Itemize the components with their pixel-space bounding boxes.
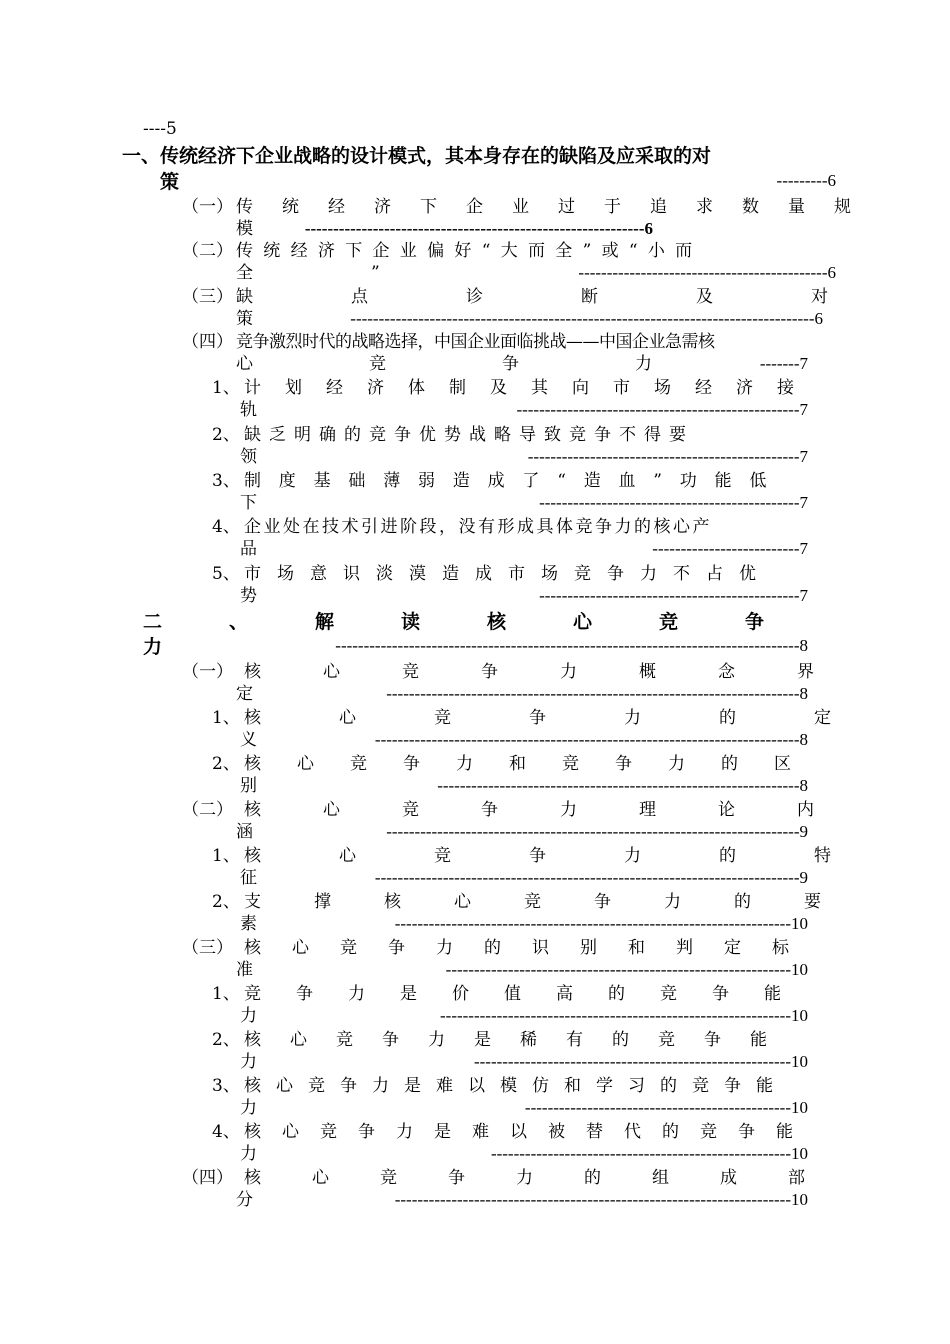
toc-item-leader: -------------------------------------------------------------------------9 xyxy=(386,822,808,841)
toc-section-2-leader: ----------------------------------------------------------------------------------8 xyxy=(335,636,808,655)
toc-item-1-2[interactable]: 传统经济下企业偏好“大而全”或“小而 xyxy=(236,241,703,261)
toc-subitem-label: 3、 xyxy=(212,1076,240,1096)
toc-item-leader: -------------------------------------------------------------10 xyxy=(445,960,808,979)
toc-item-1-3[interactable]: 缺点诊断及对 xyxy=(236,287,926,307)
toc-subitem-label: 1、 xyxy=(212,984,240,1004)
toc-item-leader: --------------------------------------------------7 xyxy=(516,400,808,419)
toc-item-cont: 势 xyxy=(240,586,257,606)
toc-item-cont: 全” xyxy=(236,263,498,283)
toc-item-1-1[interactable] xyxy=(236,196,851,218)
toc-item-leader: ----------------------------------------------------------------------10 xyxy=(394,914,808,933)
toc-item-cont: 征 xyxy=(240,868,257,888)
toc-item-1-4[interactable]: 竞争激烈时代的战略选择，中国企业面临挑战——中国企业急需核 xyxy=(236,332,715,352)
toc-subitem-2-3-3[interactable]: 核心竞争力是难以模仿和学习的竞争能 xyxy=(244,1076,788,1096)
toc-subitem-1-4-3[interactable]: 制度基础薄弱造成了“造血”功能低 xyxy=(244,471,785,491)
toc-subitem-label: 2、 xyxy=(212,754,240,774)
toc-item-2-2[interactable]: 核心竞争力理论内 xyxy=(244,800,876,820)
toc-item-cont: 下 xyxy=(240,493,257,513)
toc-item-leader: ---------------------------------------------------------------------------9 xyxy=(374,868,808,887)
toc-subitem-1-4-2[interactable]: 缺乏明确的竞争优势战略导致竞争不得要 xyxy=(244,425,694,445)
toc-item-cont: 心竞争力 xyxy=(236,354,768,374)
toc-top-page-ref: ----5 xyxy=(143,119,177,139)
toc-subitem-2-3-4[interactable]: 核心竞争力是难以被替代的竞争能 xyxy=(244,1122,814,1142)
toc-item-label: （二） xyxy=(182,241,233,261)
toc-item-leader: -------7 xyxy=(759,354,808,373)
toc-item-leader: ---------------------------------------------------------------------------8 xyxy=(374,730,808,749)
toc-subitem-label: 4、 xyxy=(212,517,240,537)
toc-subitem-label: 5、 xyxy=(212,564,240,584)
toc-item-leader: ------------------------------------------------7 xyxy=(527,447,808,466)
toc-item-label: （三） xyxy=(182,287,233,307)
toc-subitem-label: 1、 xyxy=(212,378,240,398)
toc-subitem-label: 3、 xyxy=(212,471,240,491)
toc-subitem-2-1-2[interactable]: 核心竞争力和竞争力的区 xyxy=(244,754,827,774)
toc-item-label: （三） xyxy=(182,938,233,958)
toc-item-cont: 轨 xyxy=(240,400,257,420)
toc-item-leader: ----------------------------------------------7 xyxy=(539,586,808,605)
toc-subitem-1-4-5[interactable]: 市场意识淡漠造成市场竞争力不占优 xyxy=(244,564,772,584)
toc-item-label: （四） xyxy=(182,1168,233,1188)
toc-item-label: （一） xyxy=(182,662,233,682)
toc-item-cont: 力 xyxy=(240,1144,257,1164)
toc-item-label: （一） xyxy=(182,197,233,217)
toc-item-leader: -----------------------------------------------------10 xyxy=(490,1144,808,1163)
toc-item-2-1[interactable]: 核心竞争力概念界 xyxy=(244,662,876,682)
toc-item-label: （二） xyxy=(182,800,233,820)
toc-item-cont: 定 xyxy=(236,684,253,704)
toc-subitem-2-3-2[interactable]: 核心竞争力是稀有的竞争能 xyxy=(244,1030,796,1050)
toc-item-cont: 涵 xyxy=(236,822,253,842)
toc-item-leader: ----------------------------------------------------------------8 xyxy=(437,776,808,795)
toc-item-leader: ----------------------------------------------------------------------------------6 xyxy=(350,309,823,328)
toc-item-leader: ----------------------------------------------7 xyxy=(539,493,808,512)
toc-item-cont: 模 xyxy=(236,219,253,239)
toc-item-2-4[interactable]: 核心竞争力的组成部 xyxy=(244,1168,856,1188)
toc-subitem-label: 2、 xyxy=(212,425,240,445)
toc-item-cont: 义 xyxy=(240,730,257,750)
toc-item-cont: 分 xyxy=(236,1190,253,1210)
toc-item-leader: --------------------------7 xyxy=(652,539,808,558)
toc-item-2-3[interactable]: 核心竞争力的识别和判定标 xyxy=(244,938,820,958)
toc-subitem-label: 1、 xyxy=(212,846,240,866)
toc-subitem-2-2-2[interactable]: 支撑核心竞争力的要 xyxy=(244,892,874,912)
toc-item-leader: -----------------------------------------------10 xyxy=(524,1098,808,1117)
toc-item-leader: -------------------------------------------------------------------------8 xyxy=(386,684,808,703)
toc-subitem-1-4-4[interactable]: 企业处在技术引进阶段，没有形成具体竞争力的核心产 xyxy=(244,517,712,537)
toc-section-1-leader: ---------6 xyxy=(776,171,836,190)
toc-item-cont: 领 xyxy=(240,447,257,467)
toc-subitem-2-3-1[interactable]: 竞争力是价值高的竞争能 xyxy=(244,984,816,1004)
toc-subitem-label: 1、 xyxy=(212,708,240,728)
toc-item-cont: 力 xyxy=(240,1006,257,1026)
toc-item-leader: ----------------------------------------------------------------------10 xyxy=(394,1190,808,1209)
toc-item-cont: 品 xyxy=(240,539,257,559)
toc-section-1-title-cont: 策 xyxy=(160,171,180,193)
toc-subitem-2-1-1[interactable]: 核心竞争力的定 xyxy=(244,708,909,728)
toc-item-cont: 力 xyxy=(240,1098,257,1118)
toc-subitem-label: 2、 xyxy=(212,1030,240,1050)
toc-item-label: （四） xyxy=(182,332,233,352)
toc-item-leader: --------------------------------------------6 xyxy=(578,263,836,282)
toc-item-cont: 力 xyxy=(240,1052,257,1072)
toc-subitem-label: 4、 xyxy=(212,1122,240,1142)
toc-item-cont: 准 xyxy=(236,960,253,980)
toc-section-1-title[interactable]: 一、传统经济下企业战略的设计模式，其本身存在的缺陷及应采取的对 xyxy=(122,145,712,167)
toc-section-2-title[interactable]: 二、解读核心竞争 xyxy=(143,611,832,633)
toc-section-2-title-cont: 力 xyxy=(143,636,163,658)
toc-item-text: 传 统 经 济 下 企 业 过 于 追 求 数 量 规 xyxy=(236,197,851,217)
toc-item-cont: 别 xyxy=(240,776,257,796)
toc-item-cont: 策 xyxy=(236,309,253,329)
toc-item-cont: 素 xyxy=(240,914,257,934)
toc-subitem-2-2-1[interactable]: 核心竞争力的特 xyxy=(244,846,909,866)
toc-subitem-label: 2、 xyxy=(212,892,240,912)
toc-item-leader: ------------------------------------------------------------6 xyxy=(304,219,653,238)
toc-item-leader: --------------------------------------------------------10 xyxy=(473,1052,808,1071)
toc-subitem-1-4-1[interactable]: 计划经济体制及其向市场经济接 xyxy=(244,378,818,398)
toc-item-leader: --------------------------------------------------------------10 xyxy=(440,1006,808,1025)
